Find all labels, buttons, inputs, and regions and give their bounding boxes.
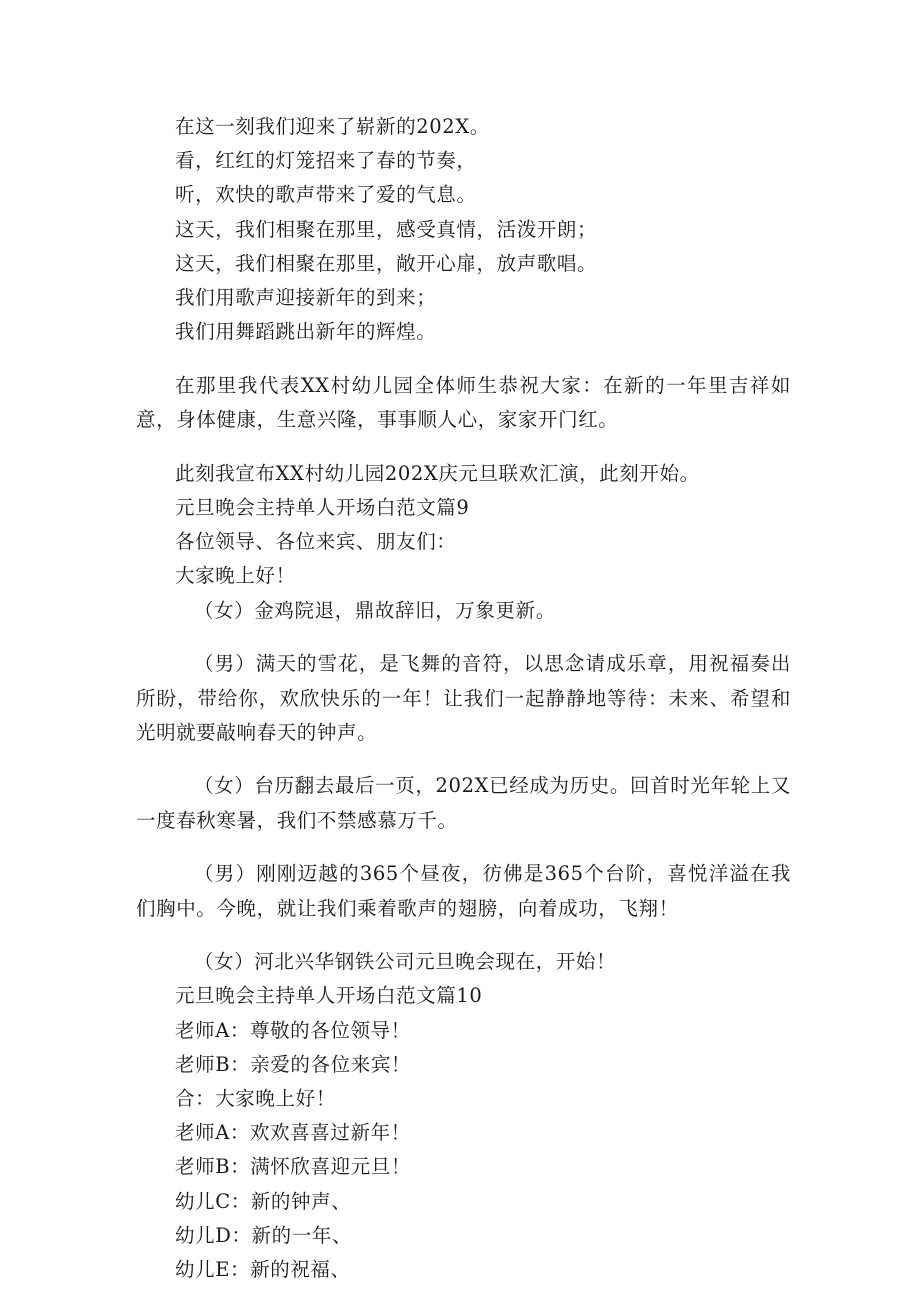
paragraph-line: 合：大家晚上好！ [175,1087,336,1111]
section-heading: 元旦晚会主持单人开场白范文篇9 [175,496,470,520]
paragraph-line: 听，欢快的歌声带来了爱的气息。 [175,183,477,207]
paragraph-line: 老师B：亲爱的各位来宾！ [175,1052,412,1076]
paragraph-line: 幼儿C：新的钟声、 [175,1189,352,1213]
paragraph-line: 在这一刻我们迎来了崭新的202X。 [175,115,490,138]
paragraph-line: 这天，我们相聚在那里，敞开心扉，放声歌唱。 [175,251,598,275]
paragraph-line: 我们用舞蹈跳出新年的辉煌。 [175,320,437,344]
paragraph-line: 大家晚上好！ [175,564,296,588]
paragraph-female-2: （女）台历翻去最后一页，202X已经成为历史。回首时光年轮上又一度春秋寒暑，我们不禁感慕万千。 [136,774,791,832]
paragraph-line: 各位领导、各位来宾、朋友们： [175,530,457,554]
paragraph-line: 看，红红的灯笼招来了春的节奏， [175,149,477,173]
paragraph-line: 这天，我们相聚在那里，感受真情，活泼开朗； [175,217,598,241]
paragraph-line: 老师A：尊敬的各位领导！ [175,1018,411,1042]
section-heading: 元旦晚会主持单人开场白范文篇10 [175,984,483,1008]
paragraph-line: 我们用歌声迎接新年的到来； [175,286,437,310]
paragraph-line: （女）金鸡院退，鼎故辞旧，万象更新。 [194,598,556,622]
paragraph-male-1: （男）满天的雪花，是飞舞的音符，以思念请成乐章，用祝福奏出所盼，带给你，欢欣快乐的一年！让我们一起静静地等待：未来、希望和光明就要敲响春天的钟声。 [136,652,791,744]
paragraph-male-2: （男）刚刚迈越的365个昼夜，彷佛是365个台阶，喜悦洋溢在我们胸中。今晚，就让我们乘着歌声的翅膀，向着成功，飞翔！ [136,862,791,920]
paragraph-line: 幼儿E：新的祝福、 [175,1258,351,1282]
paragraph-line: 幼儿D：新的一年、 [175,1223,353,1247]
paragraph-line: 此刻我宣布XX村幼儿园202X庆元旦联欢汇演，此刻开始。 [175,461,700,485]
paragraph-line: （女）河北兴华钢铁公司元旦晚会现在，开始！ [194,950,617,974]
paragraph-line: 老师B：满怀欣喜迎元旦！ [175,1155,412,1179]
paragraph-line: 老师A：欢欢喜喜过新年！ [175,1121,411,1145]
paragraph-greeting: 在那里我代表XX村幼儿园全体师生恭祝大家：在新的一年里吉祥如意，身体健康，生意兴隆，事事顺人心，家家开门红。 [136,373,791,432]
document-body [136,110,791,1287]
